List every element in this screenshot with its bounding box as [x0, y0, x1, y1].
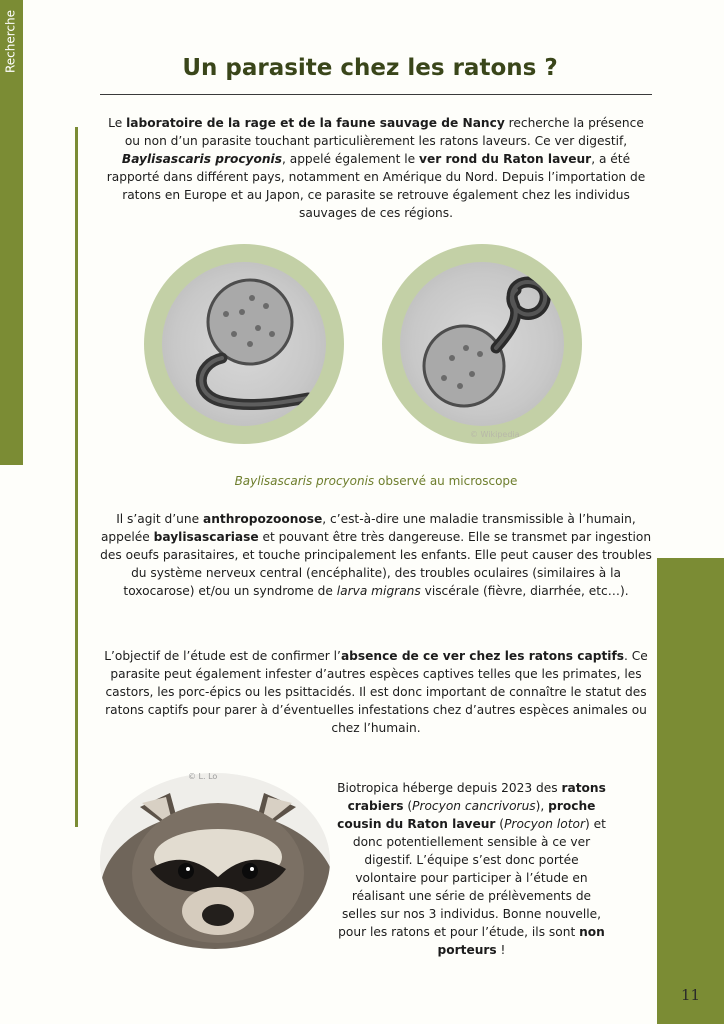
microscope-image-2	[400, 262, 564, 426]
figure-caption: Baylisascaris procyonis observé au microscope	[234, 474, 518, 488]
right-accent-band	[657, 558, 724, 1024]
microscope-image-frame-1	[144, 244, 344, 444]
title-divider	[100, 94, 652, 95]
image-credit: © Wikipedia	[470, 430, 520, 439]
microscope-image-1	[162, 262, 326, 426]
page-number: 11	[680, 986, 701, 1004]
microscope-image-frame-2	[382, 244, 582, 444]
section-tab	[0, 0, 23, 465]
raccoon-photo	[100, 773, 330, 949]
page-title: Un parasite chez les ratons ?	[182, 55, 558, 81]
accent-line	[75, 127, 78, 827]
photo-credit: © L. Lo	[188, 772, 218, 781]
biotropica-paragraph: Biotropica héberge depuis 2023 des ratons crabiers (Procyon cancrivorus), proche cousin du Raton laveur (Procyon lotor) et donc potentiellement sensible à ce ver digestif. L’équipe s’est donc portée volontaire pour participer à l’étude en réalisant une série de prélèvements de selles sur nos 3 individus. Bonne nouvelle, pour les ratons et pour l’étude, ils sont non porteurs !	[337, 781, 606, 957]
section-label: Recherche	[3, 9, 18, 74]
objective-paragraph: L’objectif de l’étude est de confirmer l’absence de ce ver chez les ratons captifs. Ce parasite peut également infester d’autres espèces captives telles que les primates, les castors, les porc-épics ou les psittacidés. Il est donc important de connaître le statut des ratons captifs pour parer à d’éventuelles infestations chez d’autres espèces animales ou chez l’humain.	[104, 649, 648, 735]
intro-paragraph: Le laboratoire de la rage et de la faune sauvage de Nancy recherche la présence ou non d’un parasite touchant particulièrement les ratons laveurs. Ce ver digestif, Baylisascaris procyonis, appelé également le ver rond du Raton laveur, a été rapporté dans différent pays, notamment en Amérique du Nord. Depuis l’importation de ratons en Europe et au Japon, ce parasite se retrouve également chez les individus sauvages de ces régions.	[106, 116, 646, 220]
disease-paragraph: Il s’agit d’une anthropozoonose, c’est-à-dire une maladie transmissible à l’humain, appelée baylisascariase et pouvant être très dangereuse. Elle se transmet par ingestion des oeufs parasitaires, et touche principalement les enfants. Elle peut causer des troubles du système nerveux central (encéphalite), des troubles oculaires (similaires à la toxocarose) et/ou un syndrome de larva migrans viscérale (fièvre, diarrhée, etc…).	[100, 512, 652, 598]
